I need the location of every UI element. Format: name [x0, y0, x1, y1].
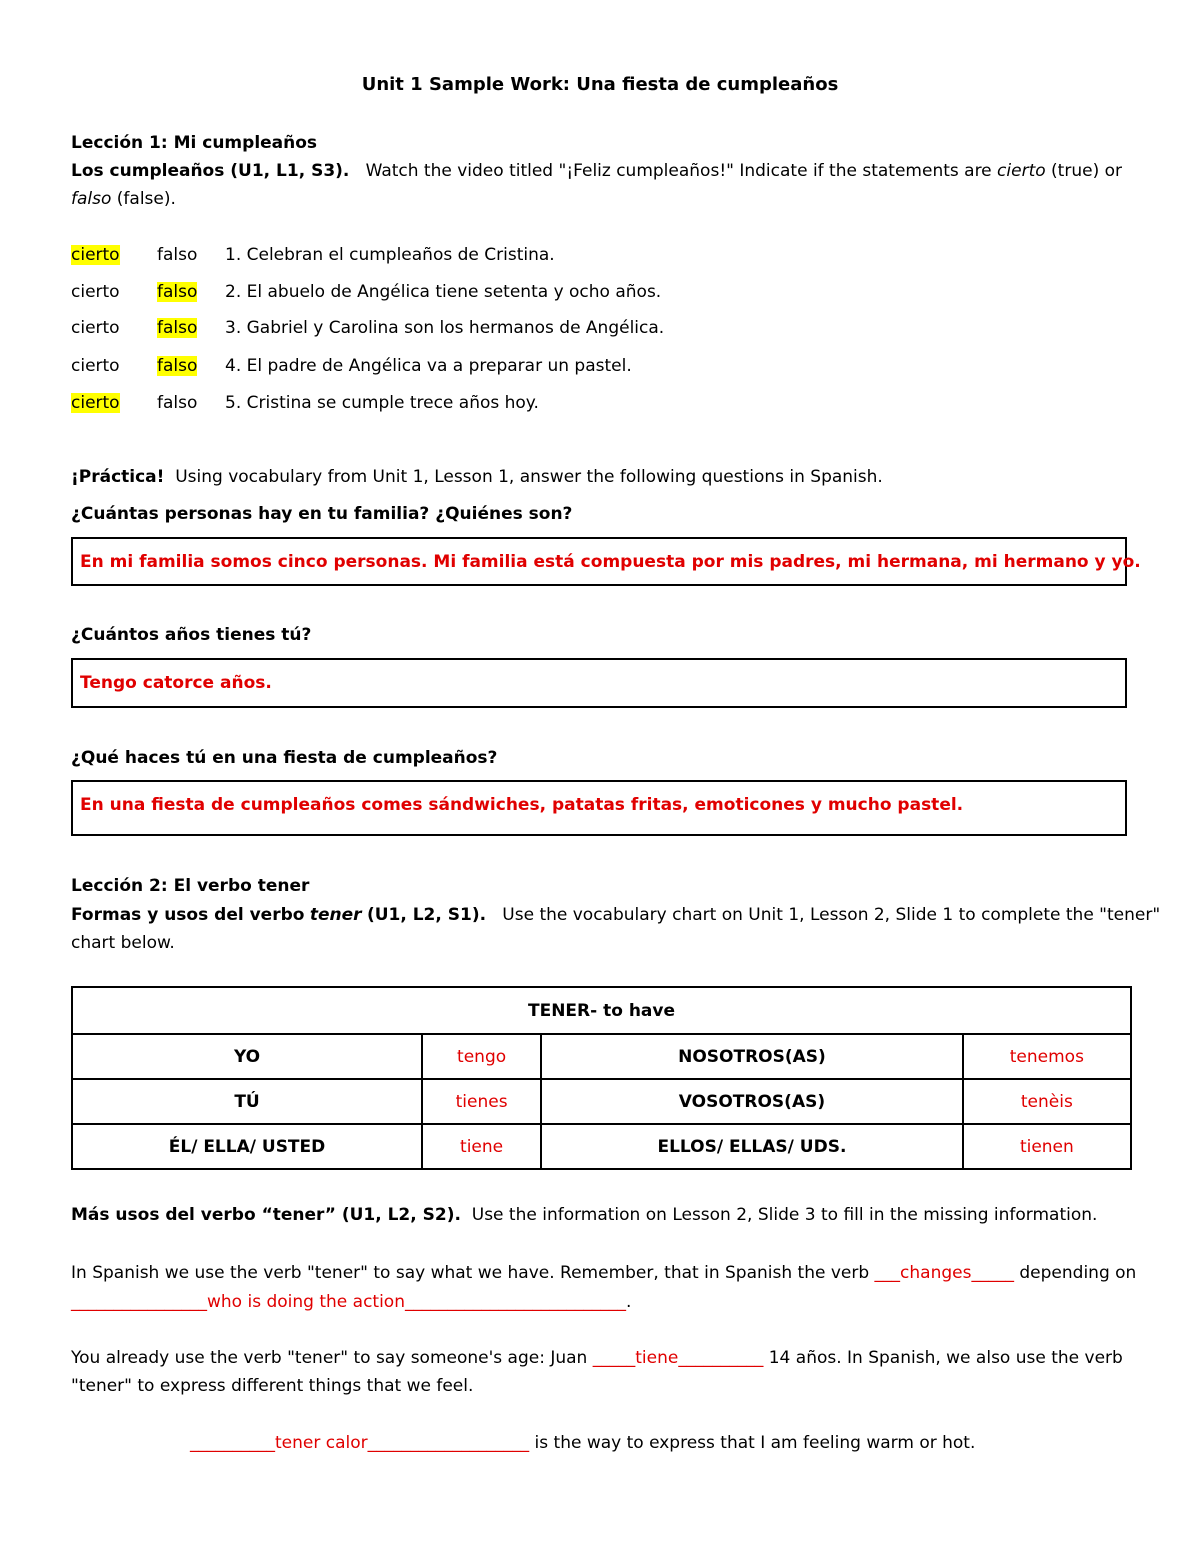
paragraph-text: 14 años. In Spanish, we also use the verb: [768, 1348, 1123, 1368]
instructions-text: (true) or: [1051, 161, 1122, 181]
activity-label-ref: (U1, L2, S1).: [366, 905, 487, 925]
falso-option: falso: [157, 393, 198, 413]
answer-text: En una fiesta de cumpleaños comes sándwiches, patatas fritas, emoticones y mucho pastel.: [80, 795, 964, 815]
verb-form-cell[interactable]: tenemos: [963, 1034, 1131, 1079]
answer-text: Tengo catorce años.: [80, 673, 272, 693]
cierto-option: cierto: [71, 393, 120, 413]
paragraph-1-line1: [71, 1263, 1136, 1283]
paragraph-2-line1: [71, 1348, 1123, 1368]
mas-usos-intro: [71, 1205, 1097, 1225]
pronoun-cell: VOSOTROS(AS): [541, 1079, 963, 1124]
question-3: ¿Qué haces tú en una fiesta de cumpleaños?: [71, 748, 498, 768]
mas-usos-label: Más usos del verbo “tener” (U1, L2, S2).: [71, 1205, 461, 1225]
verb-form-cell[interactable]: tiene: [422, 1124, 541, 1169]
statement-row: [71, 393, 539, 413]
practica-instructions: Using vocabulary from Unit 1, Lesson 1, answer the following questions in Spanish.: [175, 467, 883, 487]
table-row: [72, 1034, 1131, 1079]
instructions-text: Watch the video titled "¡Feliz cumpleaños!" Indicate if the statements are: [365, 161, 992, 181]
answer-box-1[interactable]: [71, 537, 1141, 586]
falso-term: falso: [71, 189, 112, 209]
cierto-option: cierto: [71, 356, 120, 376]
page-title: Unit 1 Sample Work: Una fiesta de cumpleaños: [361, 74, 839, 95]
falso-option: falso: [157, 318, 198, 338]
paragraph-1-line2: [71, 1292, 631, 1312]
lesson1-instructions: [71, 157, 1122, 185]
lesson1-instructions-line2: [71, 185, 176, 213]
statement-text: 5. Cristina se cumple trece años hoy.: [225, 393, 539, 413]
cierto-option: cierto: [71, 245, 120, 265]
verb-form-cell[interactable]: tienen: [963, 1124, 1131, 1169]
lesson2-instructions: [71, 901, 1160, 929]
statement-text: 2. El abuelo de Angélica tiene setenta y ocho años.: [225, 282, 662, 302]
table-row: [72, 1079, 1131, 1124]
statement-text: 4. El padre de Angélica va a preparar un pastel.: [225, 356, 632, 376]
cierto-term: cierto: [997, 161, 1046, 181]
paragraph-text: depending on: [1019, 1263, 1137, 1283]
question-2: ¿Cuántos años tienes tú?: [71, 625, 312, 645]
table-row: [72, 1124, 1131, 1169]
answer-text: En mi familia somos cinco personas. Mi familia está compuesta por mis padres, mi hermana, mi hermano y yo.: [80, 552, 1141, 572]
question-1: ¿Cuántas personas hay en tu familia? ¿Quiénes son?: [71, 504, 573, 524]
mas-usos-instructions: Use the information on Lesson 2, Slide 3 to fill in the missing information.: [471, 1205, 1098, 1225]
verb-form-cell[interactable]: tienes: [422, 1079, 541, 1124]
statement-row: [71, 282, 662, 302]
answer-box-3[interactable]: [71, 780, 1127, 836]
fill-blank[interactable]: ________________who is doing the action__________________________: [71, 1292, 626, 1312]
cierto-option: cierto: [71, 318, 120, 338]
paragraph-text: In Spanish we use the verb "tener" to say what we have. Remember, that in Spanish the verb: [71, 1263, 870, 1283]
statement-row: [71, 356, 632, 376]
falso-option: falso: [157, 282, 198, 302]
answer-box-2[interactable]: [71, 658, 1127, 708]
paragraph-2-line2: "tener" to express different things that we feel.: [71, 1376, 474, 1396]
cierto-option: cierto: [71, 282, 120, 302]
pronoun-cell: ELLOS/ ELLAS/ UDS.: [541, 1124, 963, 1169]
fill-blank[interactable]: __________tener calor___________________: [190, 1433, 530, 1453]
activity-label: Formas y usos del verbo: [71, 905, 305, 925]
verb-form-cell[interactable]: tengo: [422, 1034, 541, 1079]
paragraph-3: [190, 1433, 975, 1453]
table-header: TENER- to have: [72, 987, 1131, 1034]
pronoun-cell: NOSOTROS(AS): [541, 1034, 963, 1079]
lesson1-heading: Lección 1: Mi cumpleaños: [71, 133, 318, 153]
table-header-row: [72, 987, 1131, 1034]
instructions-text: Use the vocabulary chart on Unit 1, Lesson 2, Slide 1 to complete the "tener": [502, 905, 1161, 925]
verb-form-cell[interactable]: tenèis: [963, 1079, 1131, 1124]
paragraph-text: is the way to express that I am feeling warm or hot.: [534, 1433, 976, 1453]
fill-blank[interactable]: ___changes_____: [874, 1263, 1014, 1283]
falso-option: falso: [157, 356, 198, 376]
falso-option: falso: [157, 245, 198, 265]
activity-label-verb: tener: [309, 905, 362, 925]
fill-blank[interactable]: _____tiene__________: [592, 1348, 764, 1368]
activity-label: Los cumpleaños (U1, L1, S3).: [71, 161, 350, 181]
practica-label: ¡Práctica!: [71, 467, 165, 487]
instructions-text: (false).: [116, 189, 176, 209]
statement-text: 3. Gabriel y Carolina son los hermanos de Angélica.: [225, 318, 665, 338]
practica-intro: [71, 467, 883, 487]
paragraph-text: .: [625, 1292, 632, 1312]
paragraph-text: You already use the verb "tener" to say someone's age: Juan: [71, 1348, 588, 1368]
lesson2-heading: Lección 2: El verbo tener: [71, 876, 310, 896]
pronoun-cell: TÚ: [72, 1079, 422, 1124]
statement-row: [71, 245, 555, 265]
statement-text: 1. Celebran el cumpleaños de Cristina.: [225, 245, 555, 265]
pronoun-cell: ÉL/ ELLA/ USTED: [72, 1124, 422, 1169]
pronoun-cell: YO: [72, 1034, 422, 1079]
statement-row: [71, 318, 665, 338]
lesson2-instructions-line2: chart below.: [71, 933, 175, 953]
tener-conjugation-table: [71, 986, 1132, 1170]
